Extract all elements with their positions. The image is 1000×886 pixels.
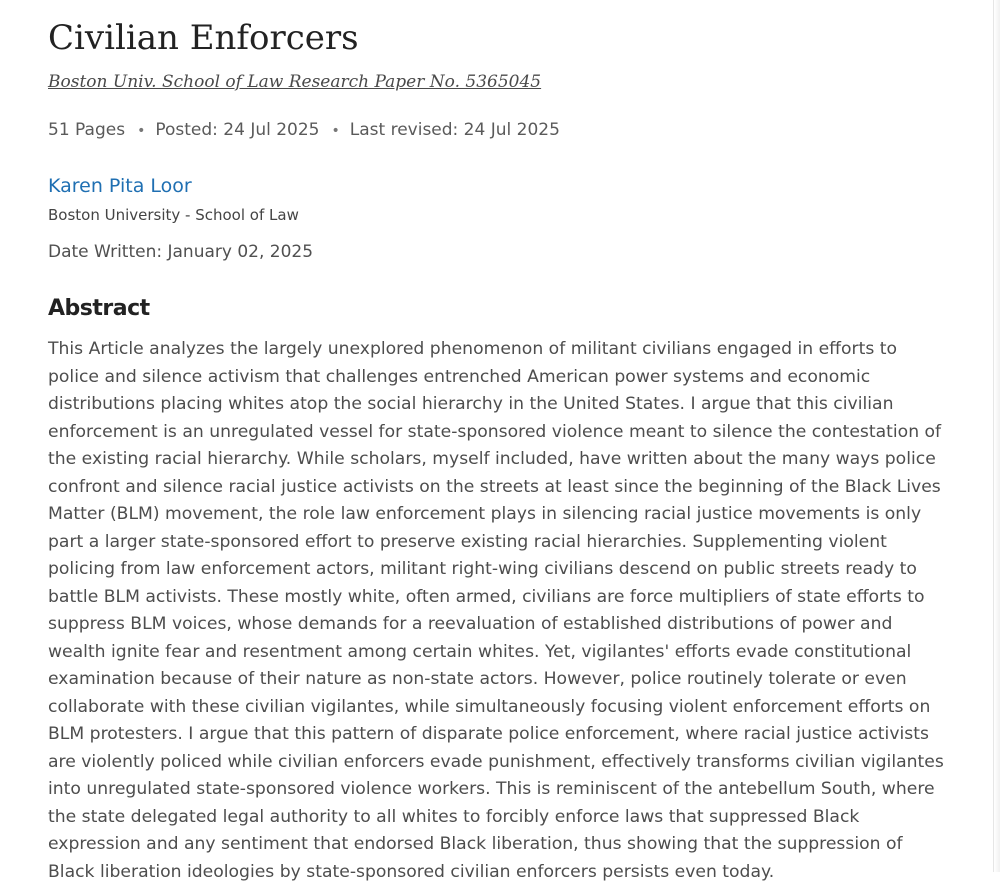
scrollbar-track[interactable] xyxy=(993,0,1000,872)
abstract-heading: Abstract xyxy=(48,296,150,321)
abstract-text: This Article analyzes the largely unexplored phenomenon of militant civilians engaged in efforts to police and silence activism that challenges entrenched American power systems and economic distributions placing whites atop the social hierarchy in the United States. I argue that this civilian enforcement is an unregulated vessel for state-sponsored violence meant to silence the contestation of the existing racial hierarchy. While scholars, myself included, have written about the many ways police confront and silence racial justice activists on the streets at least since the beginning of the Black Lives Matter (BLM) movement, the role law enforcement plays in silencing racial justice movements is only part a larger state-sponsored effort to preserve existing racial hierarchies. Supplementing violent policing from law enforcement actors, militant right-wing civilians descend on public streets ready to battle BLM activists. These mostly white, often armed, civilians are force multipliers of state efforts to suppress BLM voices, whose demands for a reevaluation of established distributions of power and wealth ignite fear and resentment among certain whites. Yet, vigilantes' efforts evade constitutional examination because of their nature as non-state actors. However, police routinely tolerate or even collaborate with these civilian vigilantes, while simultaneously focusing violent enforcement efforts on BLM protesters. I argue that this pattern of disparate police enforcement, where racial justice activists are violently policed while civilian enforcers evade punishment, effectively transforms civilian vigilantes into unregulated state-sponsored violence workers. This is reminiscent of the antebellum South, where the state delegated legal authority to all whites to forcibly enforce laws that suppressed Black expression and any sentiment that endorsed Black liberation, thus showing that the suppression of Black liberation ideologies by state-sponsored civilian enforcers persists even today. xyxy=(48,339,944,882)
meta-separator: • xyxy=(137,123,146,139)
author-affiliation: Boston University - School of Law xyxy=(48,206,299,224)
revised-date: Last revised: 24 Jul 2025 xyxy=(349,120,560,140)
paper-title: Civilian Enforcers xyxy=(48,18,359,58)
author-link[interactable]: Karen Pita Loor xyxy=(48,175,192,197)
posted-date: Posted: 24 Jul 2025 xyxy=(155,120,320,140)
paper-meta xyxy=(48,118,560,143)
series-link[interactable]: Boston Univ. School of Law Research Paper No. 5365045 xyxy=(48,72,542,92)
date-written: Date Written: January 02, 2025 xyxy=(48,242,314,262)
meta-separator: • xyxy=(331,123,340,139)
page-count: 51 Pages xyxy=(48,120,126,140)
